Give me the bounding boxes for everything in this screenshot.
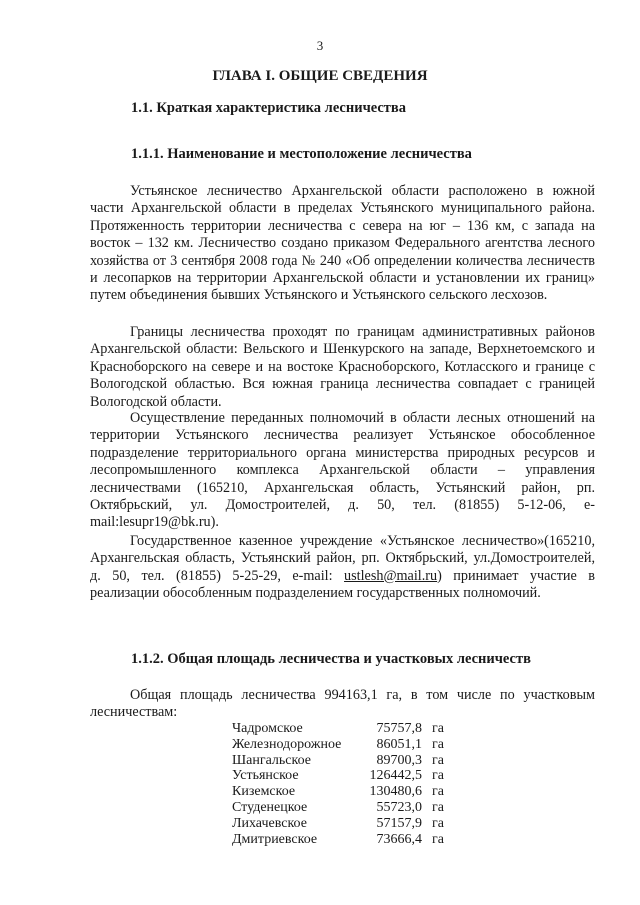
table-row bbox=[232, 768, 462, 784]
area-unit: га bbox=[432, 752, 444, 768]
paragraph-state-institution-text: Государственное казенное учреждение «Устьянское лесничество»(165210, Архангельская область, Устьянский район, рп. Октябрьский, ул.Домостроителей, д. 50, тел. (81855) 5-25-29, e-mail: bbox=[90, 533, 595, 584]
district-area: 57157,9 bbox=[376, 815, 422, 831]
district-name: Студенецкое bbox=[232, 799, 308, 815]
paragraph-borders: Границы лесничества проходят по границам административных районов Архангельской области: Вельского и Шенкурского на западе, Верхнетоемского и Красноборского на севере и на востоке Красноборского, Котласского и границе с Вологодской областью. Вся южная граница лесничества совпадает с границей Вологодской области. bbox=[90, 324, 595, 410]
district-area-table bbox=[232, 721, 462, 847]
district-area: 86051,1 bbox=[376, 736, 422, 752]
section-heading-1-1: 1.1. Краткая характеристика лесничества bbox=[131, 100, 407, 116]
area-unit: га bbox=[432, 721, 444, 736]
area-unit: га bbox=[432, 784, 444, 800]
table-row bbox=[232, 737, 462, 753]
paragraph-state-institution bbox=[90, 533, 595, 603]
district-area: 55723,0 bbox=[376, 799, 422, 815]
paragraph-state-institution-text-end: ) принимает участие в реализации обособленным подразделением государственных полномочий. bbox=[90, 567, 595, 602]
district-name: Лихачевское bbox=[232, 815, 307, 831]
area-unit: га bbox=[432, 768, 444, 784]
district-name: Шангальское bbox=[232, 752, 311, 768]
area-unit: га bbox=[432, 799, 444, 815]
area-unit: га bbox=[432, 736, 444, 752]
table-row bbox=[232, 816, 462, 832]
district-name: Киземское bbox=[232, 784, 296, 800]
district-area: 89700,3 bbox=[376, 752, 422, 768]
table-row bbox=[232, 832, 462, 848]
area-unit: га bbox=[432, 831, 444, 847]
table-row bbox=[232, 800, 462, 816]
district-area: 73666,4 bbox=[376, 831, 422, 847]
table-row bbox=[232, 721, 462, 737]
chapter-title: ГЛАВА I. ОБЩИЕ СВЕДЕНИЯ bbox=[212, 68, 428, 84]
paragraph-management: Осуществление переданных полномочий в области лесных отношений на территории Устьянского лесничества реализует Устьянское обособленное подразделение территориального органа министерства природных ресурсов и лесопромышленного комплекса Архангельской области – управления лесничествами (165210, Архангельская область, Устьянский район, рп. Октябрьский, ул. Домостроителей, д. 50, тел. (81855) 5-12-06, e-mail:lesupr19@bk.ru). bbox=[90, 410, 595, 531]
area-unit: га bbox=[432, 815, 444, 831]
district-area: 126442,5 bbox=[369, 768, 422, 784]
table-row bbox=[232, 753, 462, 769]
section-heading-1-1-1: 1.1.1. Наименование и местоположение лесничества bbox=[131, 146, 472, 162]
email-link[interactable]: ustlesh@mail.ru bbox=[344, 567, 438, 584]
district-name: Железнодорожное bbox=[232, 736, 342, 752]
table-row bbox=[232, 784, 462, 800]
page-number: 3 bbox=[316, 38, 324, 53]
district-name: Дмитриевское bbox=[232, 831, 318, 847]
section-heading-1-1-2: 1.1.2. Общая площадь лесничества и участковых лесничеств bbox=[131, 651, 531, 667]
district-area: 130480,6 bbox=[369, 784, 422, 800]
district-name: Устьянское bbox=[232, 768, 299, 784]
paragraph-total-area: Общая площадь лесничества 994163,1 га, в том числе по участковым лесничествам: bbox=[90, 687, 595, 721]
paragraph-location: Устьянское лесничество Архангельской области расположено в южной части Архангельской области в пределах Устьянского муниципального района. Протяженность территории лесничества с севера на юг – 136 км, с запада на восток – 132 км. Лесничество создано приказом Федерального агентства лесного хозяйства от 3 сентября 2008 года № 240 «Об определении количества лесничеств и лесопарков на территории Архангельской области и установлении их границ» путем объединения бывших Устьянского и Устьянского сельского лесхозов. bbox=[90, 183, 595, 304]
district-area: 75757,8 bbox=[376, 721, 422, 736]
district-name: Чадромское bbox=[232, 721, 303, 736]
